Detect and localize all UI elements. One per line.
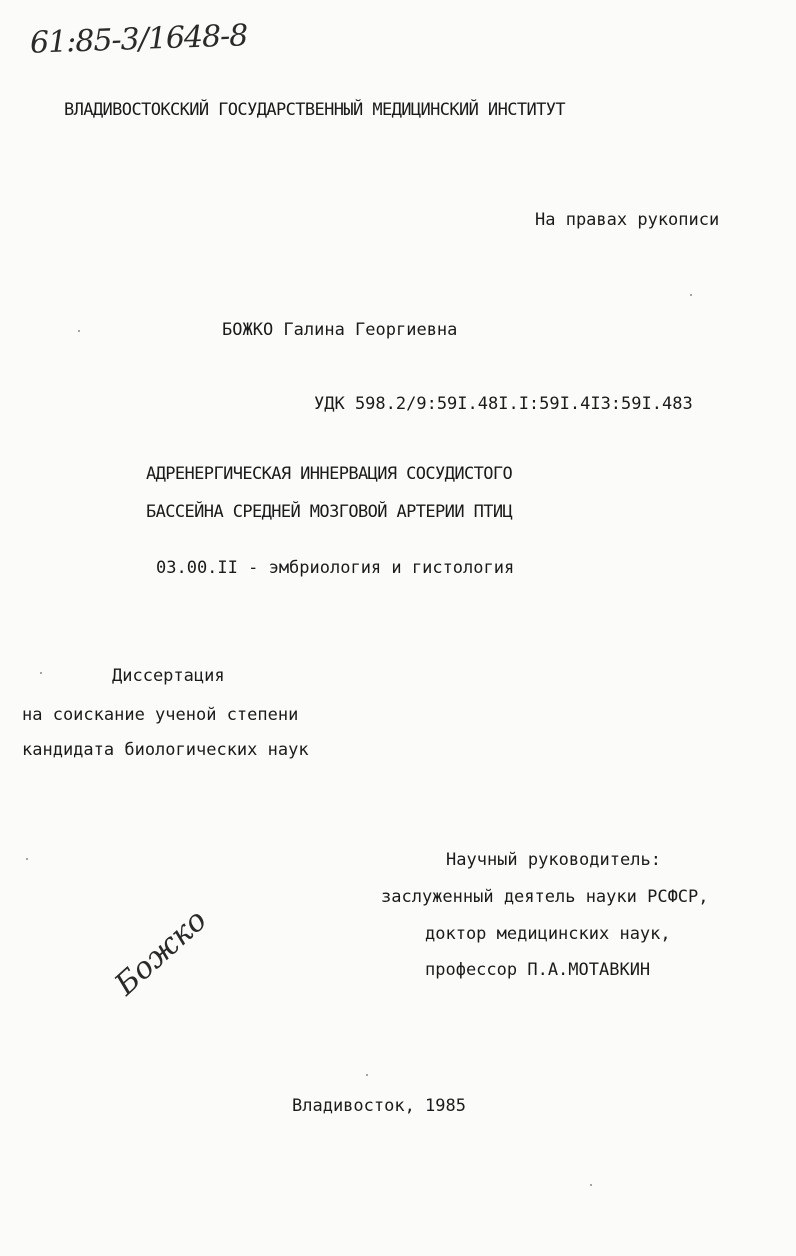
dissertation-degree-line: на соискание ученой степени <box>22 705 299 725</box>
place-and-year: Владивосток, 1985 <box>292 1096 466 1116</box>
paper-speck <box>40 672 42 674</box>
dissertation-field-line: кандидата биологических наук <box>22 740 309 760</box>
dissertation-title-line-1: АДРЕНЕРГИЧЕСКАЯ ИННЕРВАЦИЯ СОСУДИСТОГО <box>146 464 513 484</box>
dissertation-label: Диссертация <box>112 666 225 686</box>
udk-code: УДК 598.2/9:59I.48I.I:59I.4I3:59I.483 <box>314 394 693 414</box>
paper-speck <box>366 1074 368 1076</box>
archive-mark: 61:85-3/1648-8 <box>29 18 248 61</box>
paper-speck <box>26 858 28 860</box>
institution-name: ВЛАДИВОСТОКСКИЙ ГОСУДАРСТВЕННЫЙ МЕДИЦИНСКИЙ ИНСТИТУТ <box>64 100 566 120</box>
supervisor-title-1: заслуженный деятель науки РСФСР, <box>381 887 709 907</box>
specialty-code: 03.00.II - эмбриология и гистология <box>156 558 515 578</box>
paper-speck <box>690 294 692 296</box>
handwritten-signature: Божко <box>108 902 214 1003</box>
author-name: БОЖКО Галина Георгиевна <box>222 320 458 340</box>
supervisor-heading: Научный руководитель: <box>446 850 661 870</box>
paper-speck <box>78 330 80 332</box>
supervisor-name: профессор П.А.МОТАВКИН <box>425 960 651 980</box>
rights-notice: На правах рукописи <box>535 210 720 230</box>
supervisor-title-2: доктор медицинских наук, <box>425 924 671 944</box>
dissertation-title-line-2: БАССЕЙНА СРЕДНЕЙ МОЗГОВОЙ АРТЕРИИ ПТИЦ <box>146 502 513 522</box>
paper-speck <box>590 1184 592 1186</box>
